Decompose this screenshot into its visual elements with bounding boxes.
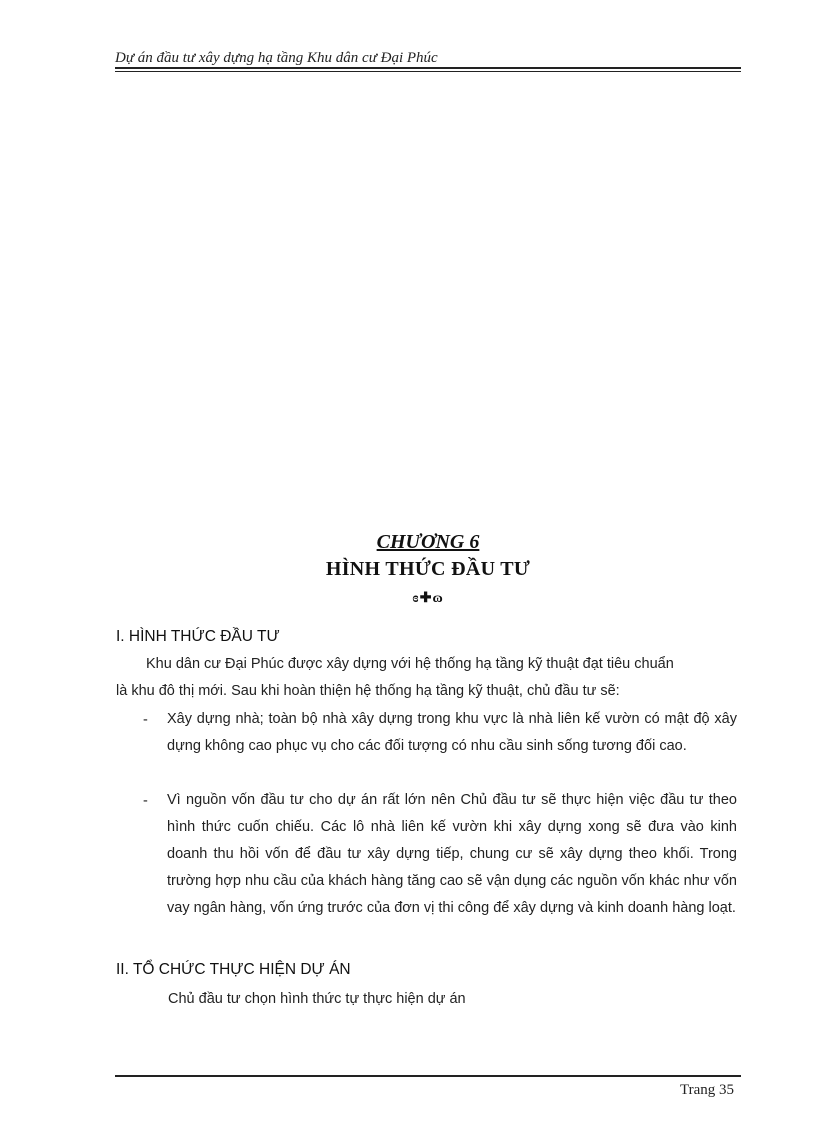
bullet-dash: -	[143, 793, 148, 809]
bullet-dash: -	[143, 712, 148, 728]
footer-rule	[115, 1075, 741, 1077]
bullet-item-1: Xây dựng nhà; toàn bộ nhà xây dựng trong khu vực là nhà liên kế vườn có mật độ xây dựng không cao phục vụ cho các đối tượng có nhu cầu sinh sống tương đối cao.	[167, 711, 737, 754]
page-number: Trang 35	[679, 1082, 734, 1098]
running-header: Dự án đầu tư xây dựng hạ tầng Khu dân cư Đại Phúc	[115, 50, 438, 66]
header-rule	[115, 67, 741, 69]
intro-line-2: là khu đô thị mới. Sau khi hoàn thiện hệ thống hạ tầng kỹ thuật, chủ đầu tư sẽ:	[116, 683, 620, 699]
section-heading-2: II. TỔ CHỨC THỰC HIỆN DỰ ÁN	[116, 961, 351, 978]
section-heading-1: I. HÌNH THỨC ĐẦU TƯ	[116, 628, 280, 645]
intro-line-1: Khu dân cư Đại Phúc được xây dựng với hệ thống hạ tầng kỹ thuật đạt tiêu chuẩn	[146, 656, 674, 672]
chapter-title: HÌNH THỨC ĐẦU TƯ	[325, 558, 531, 580]
bullet-item-2: Vì nguồn vốn đầu tư cho dự án rất lớn nên Chủ đầu tư sẽ thực hiện việc đầu tư theo hình thức cuốn chiếu. Các lô nhà liên kế vườn khi xây dựng xong sẽ đưa vào kinh doanh thu hồi vốn để đầu tư xây dựng tiếp, chung cư sẽ xây dựng theo khối. Trong trường hợp nhu cầu của khách hàng tăng cao sẽ vận dụng các nguồn vốn khác như vốn vay ngân hàng, vốn ứng trước của đơn vị thi công để xây dựng và kinh doanh hàng loạt.	[167, 792, 737, 916]
chapter-number: CHƯƠNG 6	[376, 531, 480, 553]
header-rule-thin	[115, 71, 741, 72]
ornament-divider-icon: ɞ✚ɷ	[412, 591, 444, 606]
section-2-paragraph: Chủ đầu tư chọn hình thức tự thực hiện dự án	[168, 991, 466, 1007]
